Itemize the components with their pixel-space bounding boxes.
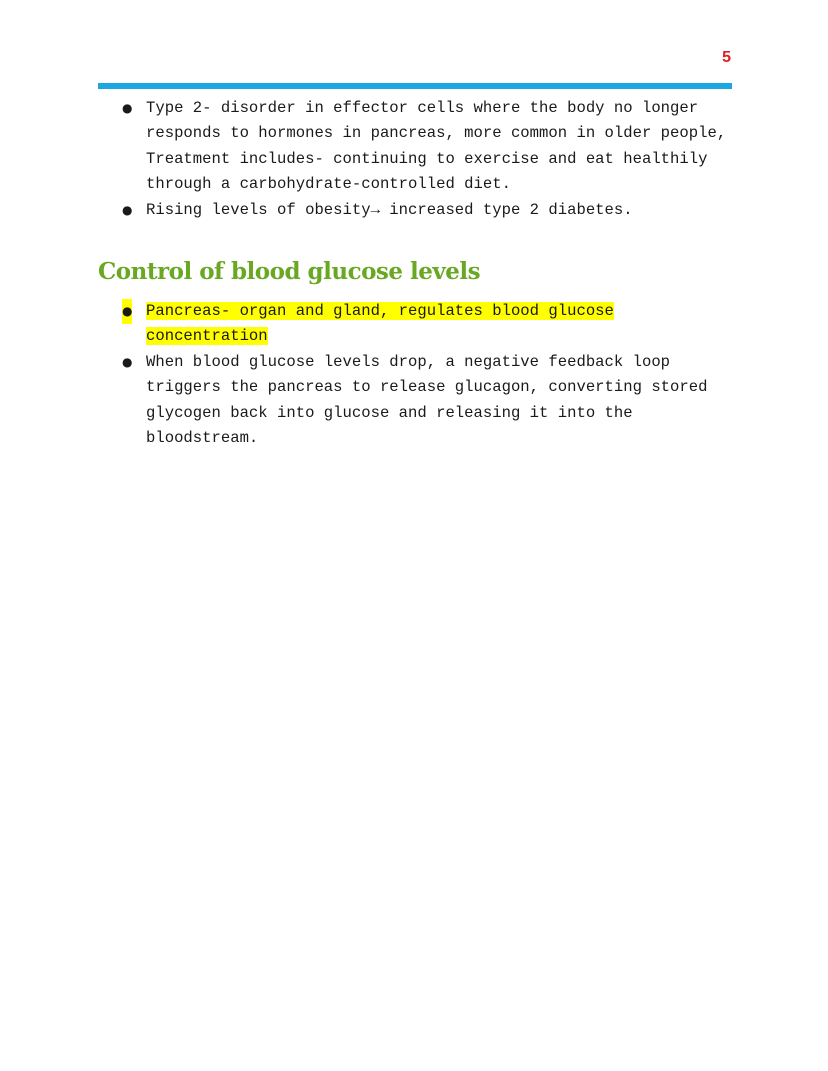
header-divider <box>98 83 732 89</box>
document-body <box>98 96 732 451</box>
list-item <box>98 96 732 198</box>
bullet-icon: ● <box>122 354 133 369</box>
bullet-icon: ● <box>122 299 132 324</box>
page-number: 5 <box>722 49 731 66</box>
list-item-highlighted <box>98 299 732 350</box>
section-bullet-list <box>98 299 732 451</box>
list-item-text: When blood glucose levels drop, a negative feedback loop triggers the pancreas to release glucagon, converting stored glycogen back into glucose and releasing it into the bloodstream. <box>146 352 708 448</box>
list-item-text: Rising levels of obesity→ increased type 2 diabetes. <box>146 200 633 219</box>
list-item <box>98 198 732 223</box>
section-heading: Control of blood glucose levels <box>98 258 481 286</box>
intro-bullet-list <box>98 96 732 223</box>
list-item-text: Pancreas- organ and gland, regulates blood glucose concentration <box>146 302 614 346</box>
list-item-text: Type 2- disorder in effector cells where the body no longer responds to hormones in pancreas, more common in older people, Treatment includes- continuing to exercise and eat healthily through a carbohydrate-controlled diet. <box>146 99 727 194</box>
list-item <box>98 350 732 452</box>
bullet-icon: ● <box>122 101 133 115</box>
bullet-icon: ● <box>122 202 133 217</box>
